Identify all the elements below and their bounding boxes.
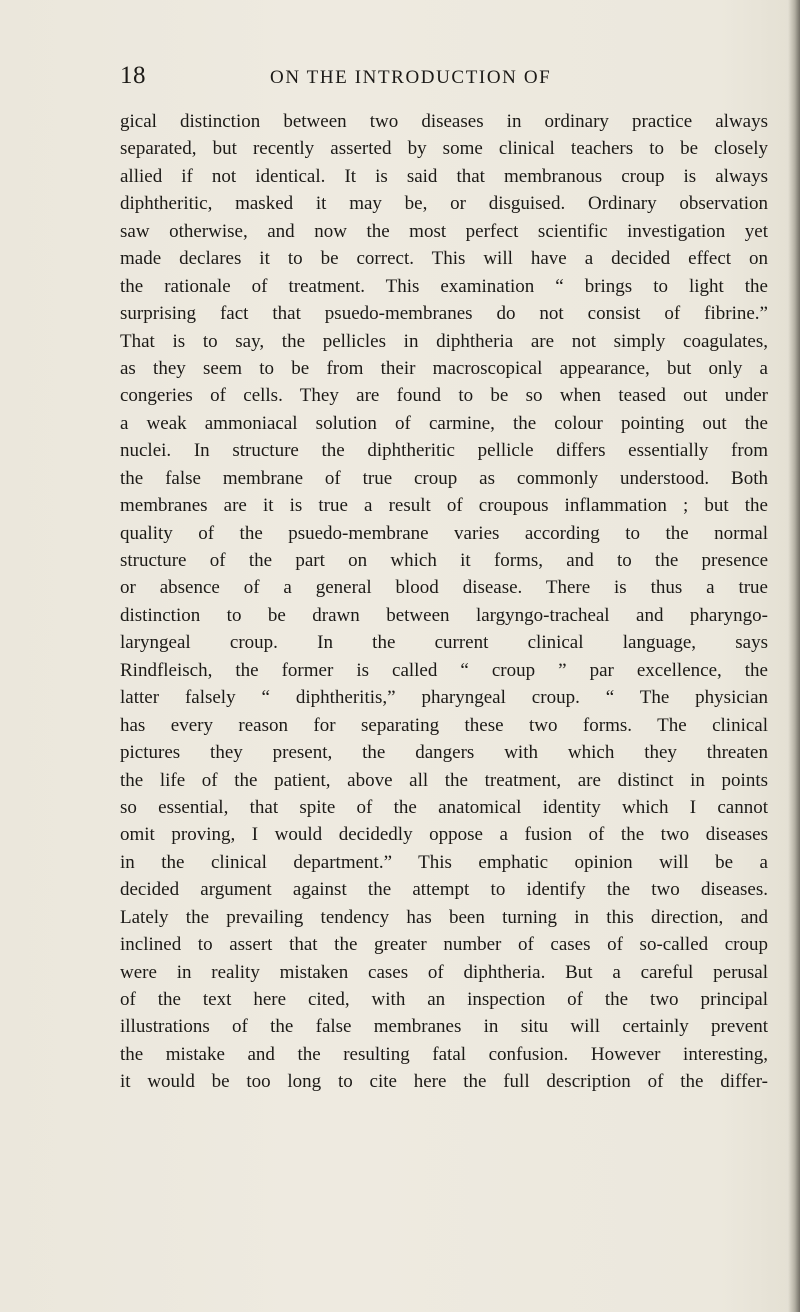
text-line: a weak ammoniacal solution of carmine, the colour pointing out the <box>120 412 768 434</box>
text-line: That is to say, the pellicles in diphtheria are not simply coagulates, <box>120 330 768 352</box>
text-line: the mistake and the resulting fatal confusion. However interesting, <box>120 1043 768 1065</box>
text-line: illustrations of the false membranes in situ will certainly prevent <box>120 1016 768 1038</box>
text-line: pictures they present, the dangers with which they threaten <box>120 742 768 764</box>
text-line: of the text here cited, with an inspection of the two principal <box>120 989 768 1010</box>
text-line: the life of the patient, above all the treatment, are distinct in points <box>120 769 768 791</box>
text-line: or absence of a general blood disease. There is thus a true <box>120 577 768 599</box>
text-line: structure of the part on which it forms, and to the presence <box>120 550 768 571</box>
text-line: were in reality mistaken cases of diphtheria. But a careful perusal <box>120 961 768 983</box>
text-line: nuclei. In structure the diphtheritic pellicle differs essentially from <box>120 440 768 462</box>
text-line: omit proving, I would decidedly oppose a fusion of the two diseases <box>120 824 768 846</box>
running-head <box>120 62 780 96</box>
page-edge-shadow <box>788 0 800 1312</box>
text-line: laryngeal croup. In the current clinical language, says <box>120 632 768 654</box>
page-number: 18 <box>120 62 146 89</box>
text-line: saw otherwise, and now the most perfect scientific investigation yet <box>120 220 768 242</box>
text-line: as they seem to be from their macroscopical appearance, but only a <box>120 357 768 379</box>
text-line: Rindfleisch, the former is called “ croup ” par excellence, the <box>120 659 768 681</box>
text-line: the rationale of treatment. This examination “ brings to light the <box>120 275 768 297</box>
text-line: the false membrane of true croup as commonly understood. Both <box>120 467 768 489</box>
text-line: so essential, that spite of the anatomical identity which I cannot <box>120 796 768 818</box>
text-line: diphtheritic, masked it may be, or disguised. Ordinary observation <box>120 193 768 215</box>
text-line: latter falsely “ diphtheritis,” pharyngeal croup. “ The physician <box>120 687 768 709</box>
text-line: quality of the psuedo-membrane varies according to the normal <box>120 522 768 544</box>
text-line: made declares it to be correct. This will have a decided effect on <box>120 248 768 270</box>
text-line: it would be too long to cite here the full description of the differ- <box>120 1071 768 1093</box>
text-line: in the clinical department.” This emphatic opinion will be a <box>120 851 768 873</box>
text-line: separated, but recently asserted by some clinical teachers to be closely <box>120 138 768 160</box>
text-line: distinction to be drawn between largyngo-tracheal and pharyngo- <box>120 604 768 626</box>
text-line: has every reason for separating these two forms. The clinical <box>120 714 768 736</box>
text-line: inclined to assert that the greater number of cases of so-called croup <box>120 934 768 956</box>
text-line: congeries of cells. They are found to be so when teased out under <box>120 385 768 407</box>
body-text <box>120 108 768 1096</box>
text-line: membranes are it is true a result of croupous inflammation ; but the <box>120 495 768 517</box>
text-line: gical distinction between two diseases in ordinary practice always <box>120 111 768 132</box>
text-line: surprising fact that psuedo-membranes do not consist of fibrine.” <box>120 303 768 325</box>
running-title: ON THE INTRODUCTION OF <box>270 67 552 88</box>
text-line: decided argument against the attempt to identify the two diseases. <box>120 879 768 901</box>
text-line: Lately the prevailing tendency has been turning in this direction, and <box>120 906 768 928</box>
text-line: allied if not identical. It is said that membranous croup is always <box>120 165 768 187</box>
